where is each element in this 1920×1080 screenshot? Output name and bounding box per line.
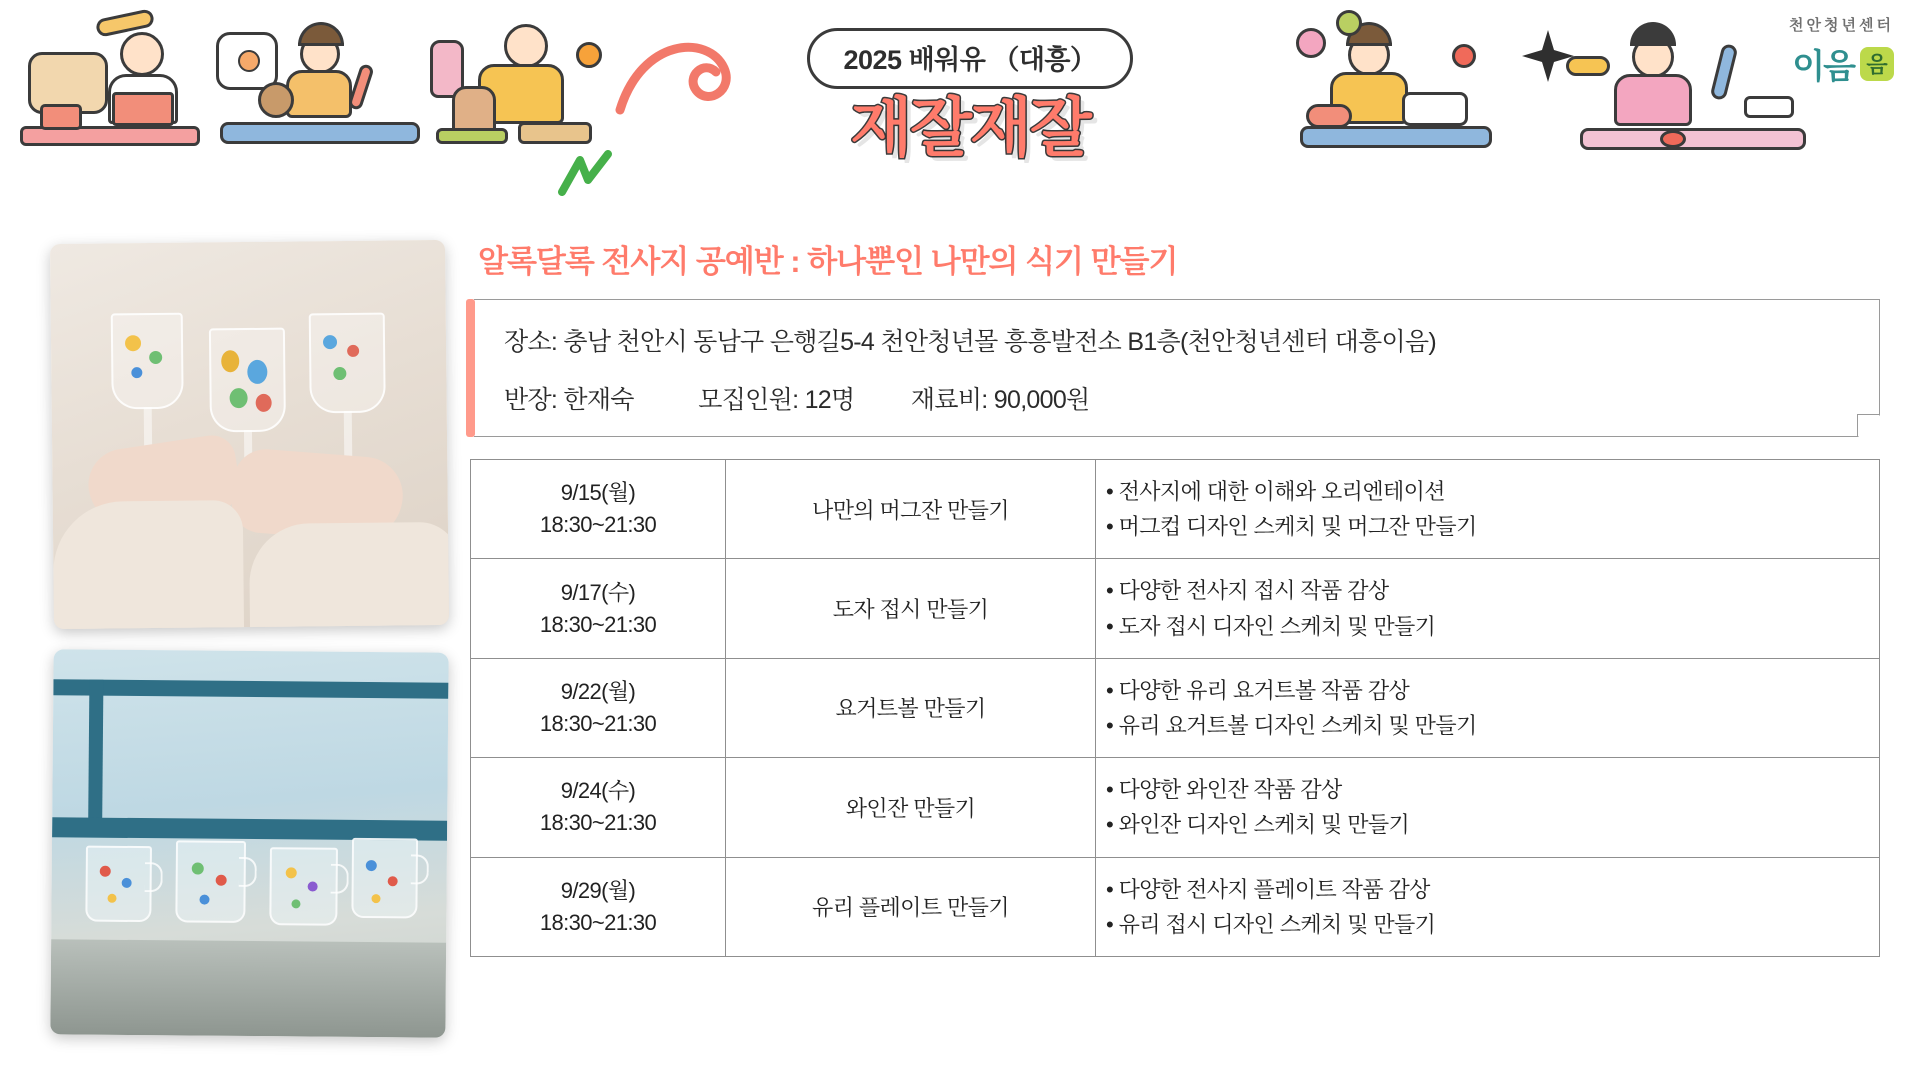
- session-topic: 나만의 머그잔 만들기: [726, 460, 1096, 559]
- logo-square-badge: 음: [1860, 47, 1894, 81]
- center-logo: [1789, 14, 1894, 88]
- session-detail-item: • 와인잔 디자인 스케치 및 만들기: [1106, 807, 1869, 842]
- capacity-value: 12명: [804, 386, 855, 414]
- table-row: [471, 460, 1880, 559]
- program-badge: 2025 배워유 （대흥）: [807, 28, 1134, 89]
- session-time: 18:30~21:30: [539, 710, 657, 736]
- session-datetime: [471, 758, 726, 857]
- class-info-box: [474, 299, 1880, 437]
- photo-mugs-on-windowsill: [50, 649, 448, 1037]
- session-date: 9/17(수): [560, 579, 636, 605]
- session-date: 9/29(월): [560, 877, 636, 903]
- logo-center-name: 천안청년센터: [1789, 17, 1894, 34]
- session-datetime: [471, 658, 726, 757]
- session-details: [1096, 857, 1880, 956]
- place-value: 충남 천안시 동남구 은행길5-4 천안청년몰 흥흥발전소 B1층(천안청년센터 대흥이음): [563, 328, 1436, 356]
- session-detail-item: • 다양한 와인잔 작품 감상: [1106, 772, 1869, 807]
- session-details: [1096, 559, 1880, 658]
- squiggle-decoration: [612, 18, 742, 128]
- session-datetime: [471, 460, 726, 559]
- capacity-label: 모집인원:: [698, 386, 799, 414]
- session-detail-item: • 다양한 전사지 플레이트 작품 감상: [1106, 872, 1869, 907]
- table-row: [471, 559, 1880, 658]
- poster-header: [0, 0, 1920, 222]
- session-time: 18:30~21:30: [539, 611, 657, 637]
- session-detail-item: • 전사지에 대한 이해와 오리엔테이션: [1106, 474, 1869, 509]
- session-time: 18:30~21:30: [539, 810, 657, 836]
- fee-value: 90,000원: [993, 386, 1090, 414]
- session-detail-item: • 다양한 전사지 접시 작품 감상: [1106, 573, 1869, 608]
- session-detail-item: • 머그컵 디자인 스케치 및 머그잔 만들기: [1106, 509, 1869, 544]
- zigzag-decoration: [556, 150, 626, 198]
- session-details: [1096, 460, 1880, 559]
- teacher-label: 반장:: [504, 386, 558, 414]
- fee-label: 재료비:: [910, 386, 988, 414]
- logo-mark: [1789, 39, 1894, 88]
- place-label: 장소:: [504, 328, 558, 356]
- class-title: 알록달록 전사지 공예반 : 하나뿐인 나만의 식기 만들기: [478, 244, 1178, 279]
- session-datetime: [471, 559, 726, 658]
- session-detail-item: • 도자 접시 디자인 스케치 및 만들기: [1106, 609, 1869, 644]
- session-topic: 와인잔 만들기: [726, 758, 1096, 857]
- logo-ieum-text: 이음: [1792, 48, 1854, 86]
- session-time: 18:30~21:30: [539, 512, 657, 538]
- session-date: 9/22(월): [560, 679, 636, 705]
- session-topic: 유리 플레이트 만들기: [726, 857, 1096, 956]
- session-detail-item: • 유리 접시 디자인 스케치 및 만들기: [1106, 907, 1869, 942]
- session-topic: 요거트볼 만들기: [726, 658, 1096, 757]
- photo-wine-glasses: [50, 240, 449, 629]
- photo-column: [0, 222, 470, 1080]
- poster-title: 재잘재잘: [850, 92, 1090, 164]
- table-row: [471, 857, 1880, 956]
- table-row: [471, 758, 1880, 857]
- session-datetime: [471, 857, 726, 956]
- meta-line: [504, 380, 1851, 416]
- session-time: 18:30~21:30: [539, 909, 657, 935]
- session-details: [1096, 658, 1880, 757]
- place-line: [504, 322, 1851, 358]
- table-row: [471, 658, 1880, 757]
- session-date: 9/15(월): [560, 480, 636, 506]
- content-column: [470, 222, 1920, 1080]
- schedule-table: [470, 459, 1880, 957]
- poster-body: [0, 222, 1920, 1080]
- session-date: 9/24(수): [560, 778, 636, 804]
- schedule-body: [471, 460, 1880, 957]
- session-detail-item: • 유리 요거트볼 디자인 스케치 및 만들기: [1106, 708, 1869, 743]
- session-topic: 도자 접시 만들기: [726, 559, 1096, 658]
- poster-title-block: [780, 28, 1160, 162]
- sparkle-icon: [1520, 28, 1576, 84]
- teacher-value: 한재숙: [563, 386, 634, 414]
- session-detail-item: • 다양한 유리 요거트볼 작품 감상: [1106, 673, 1869, 708]
- session-details: [1096, 758, 1880, 857]
